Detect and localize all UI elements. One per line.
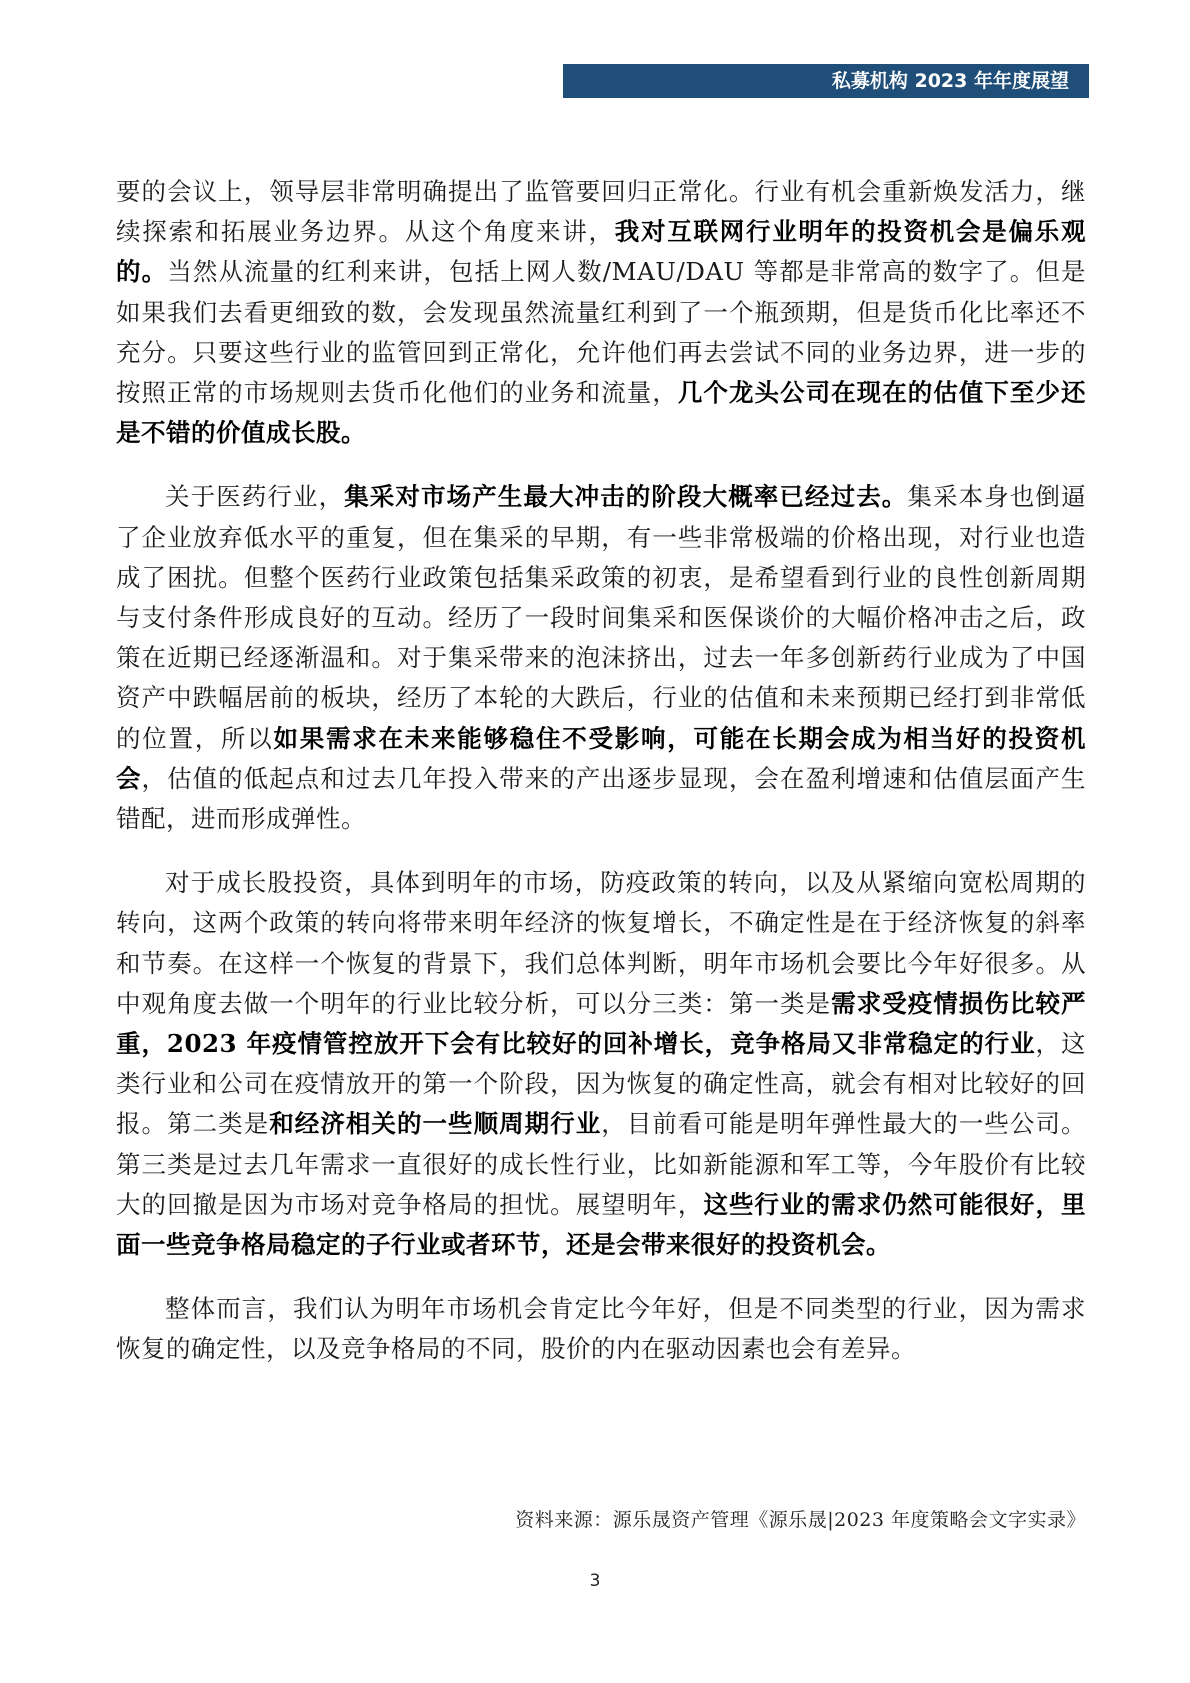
paragraph-internet bbox=[116, 172, 1086, 453]
page-number: 3 bbox=[589, 1571, 601, 1591]
emphasis-text: 几个龙头公司在现在的估值下至少还是不错的价值成长股。 bbox=[116, 378, 1086, 448]
body-text: 当然从流量的红利来讲，包括上网人数/MAU/DAU 等都是非常高的数字了。但是如果我们去看更细致的数，会发现虽然流量红利到了一个瓶颈期，但是货币化比率还不充分。只要这些行业的监管回到正常化，允许他们再去尝试不同的业务边界，进一步的按照正常的市场规则去货币化他们的业务和流量， bbox=[116, 257, 1086, 408]
emphasis-text: 和经济相关的一些顺周期行业 bbox=[269, 1109, 602, 1139]
paragraph-summary bbox=[116, 1289, 1086, 1369]
body-text: 关于医药行业， bbox=[165, 482, 345, 512]
emphasis-text: 如果需求在未来能够稳住不受影响，可能在长期会成为相当好的投资机会 bbox=[116, 723, 1086, 793]
emphasis-text: 这些行业的需求仍然可能很好，里面一些竞争格局稳定的子行业或者环节，还是会带来很好的投资机会。 bbox=[116, 1189, 1087, 1260]
header-title-bar bbox=[563, 64, 1089, 98]
paragraph-pharma bbox=[116, 477, 1086, 839]
body-text: 集采本身也倒逼了企业放弃低水平的重复，但在集采的早期，有一些非常极端的价格出现，对行业也造成了困扰。但整个医药行业政策包括集采政策的初衷，是希望看到行业的良性创新周期与支付条件形成良好的互动。经历了一段时间集采和医保谈价的大幅价格冲击之后，政策在近期已经逐渐温和。对于集采带来的泡沫挤出，过去一年多创新药行业成为了中国资产中跌幅居前的板块，经历了本轮的大跌后，行业的估值和未来预期已经打到非常低的位置，所以 bbox=[116, 482, 1087, 753]
body-text: ，目前看可能是明年弹性最大的一些公司。第三类是过去几年需求一直很好的成长性行业，比如新能源和军工等，今年股价有比较大的回撤是因为市场对竞争格局的担忧。展望明年， bbox=[116, 1109, 1087, 1219]
header-title: 私募机构 2023 年年度展望 bbox=[831, 70, 1069, 92]
paragraph-growth-stocks bbox=[116, 863, 1086, 1265]
emphasis-text: 我对互联网行业明年的投资机会是偏乐观的。 bbox=[116, 217, 1086, 287]
body-text: 对于成长股投资，具体到明年的市场，防疫政策的转向，以及从紧缩向宽松周期的转向，这两个政策的转向将带来明年经济的恢复增长，不确定性是在于经济恢复的斜率和节奏。在这样一个恢复的背景下，我们总体判断，明年市场机会要比今年好很多。从中观角度去做一个明年的行业比较分析，可以分三类：第一类是 bbox=[116, 868, 1086, 1018]
emphasis-text: 集采对市场产生最大冲击的阶段大概率已经过去。 bbox=[344, 482, 908, 512]
source-citation: 资料来源：源乐晟资产管理《源乐晟|2023 年度策略会文字实录》 bbox=[515, 1509, 1086, 1531]
emphasis-text: 需求受疫情损伤比较严重，2023 年疫情管控放开下会有比较好的回补增长，竞争格局又非常稳定的行业 bbox=[116, 988, 1087, 1059]
body-text: ，这类行业和公司在疫情放开的第一个阶段，因为恢复的确定性高，就会有相对比较好的回报。第二类是 bbox=[116, 1029, 1086, 1139]
document-body bbox=[116, 172, 1086, 1394]
body-text: ，估值的低起点和过去几年投入带来的产出逐步显现，会在盈利增速和估值层面产生错配，进而形成弹性。 bbox=[116, 763, 1087, 834]
body-text: 要的会议上，领导层非常明确提出了监管要回归正常化。行业有机会重新焕发活力，继续探索和拓展业务边界。从这个角度来讲， bbox=[116, 177, 1086, 247]
body-text: 整体而言，我们认为明年市场机会肯定比今年好，但是不同类型的行业，因为需求恢复的确定性，以及竞争格局的不同，股价的内在驱动因素也会有差异。 bbox=[116, 1294, 1086, 1364]
